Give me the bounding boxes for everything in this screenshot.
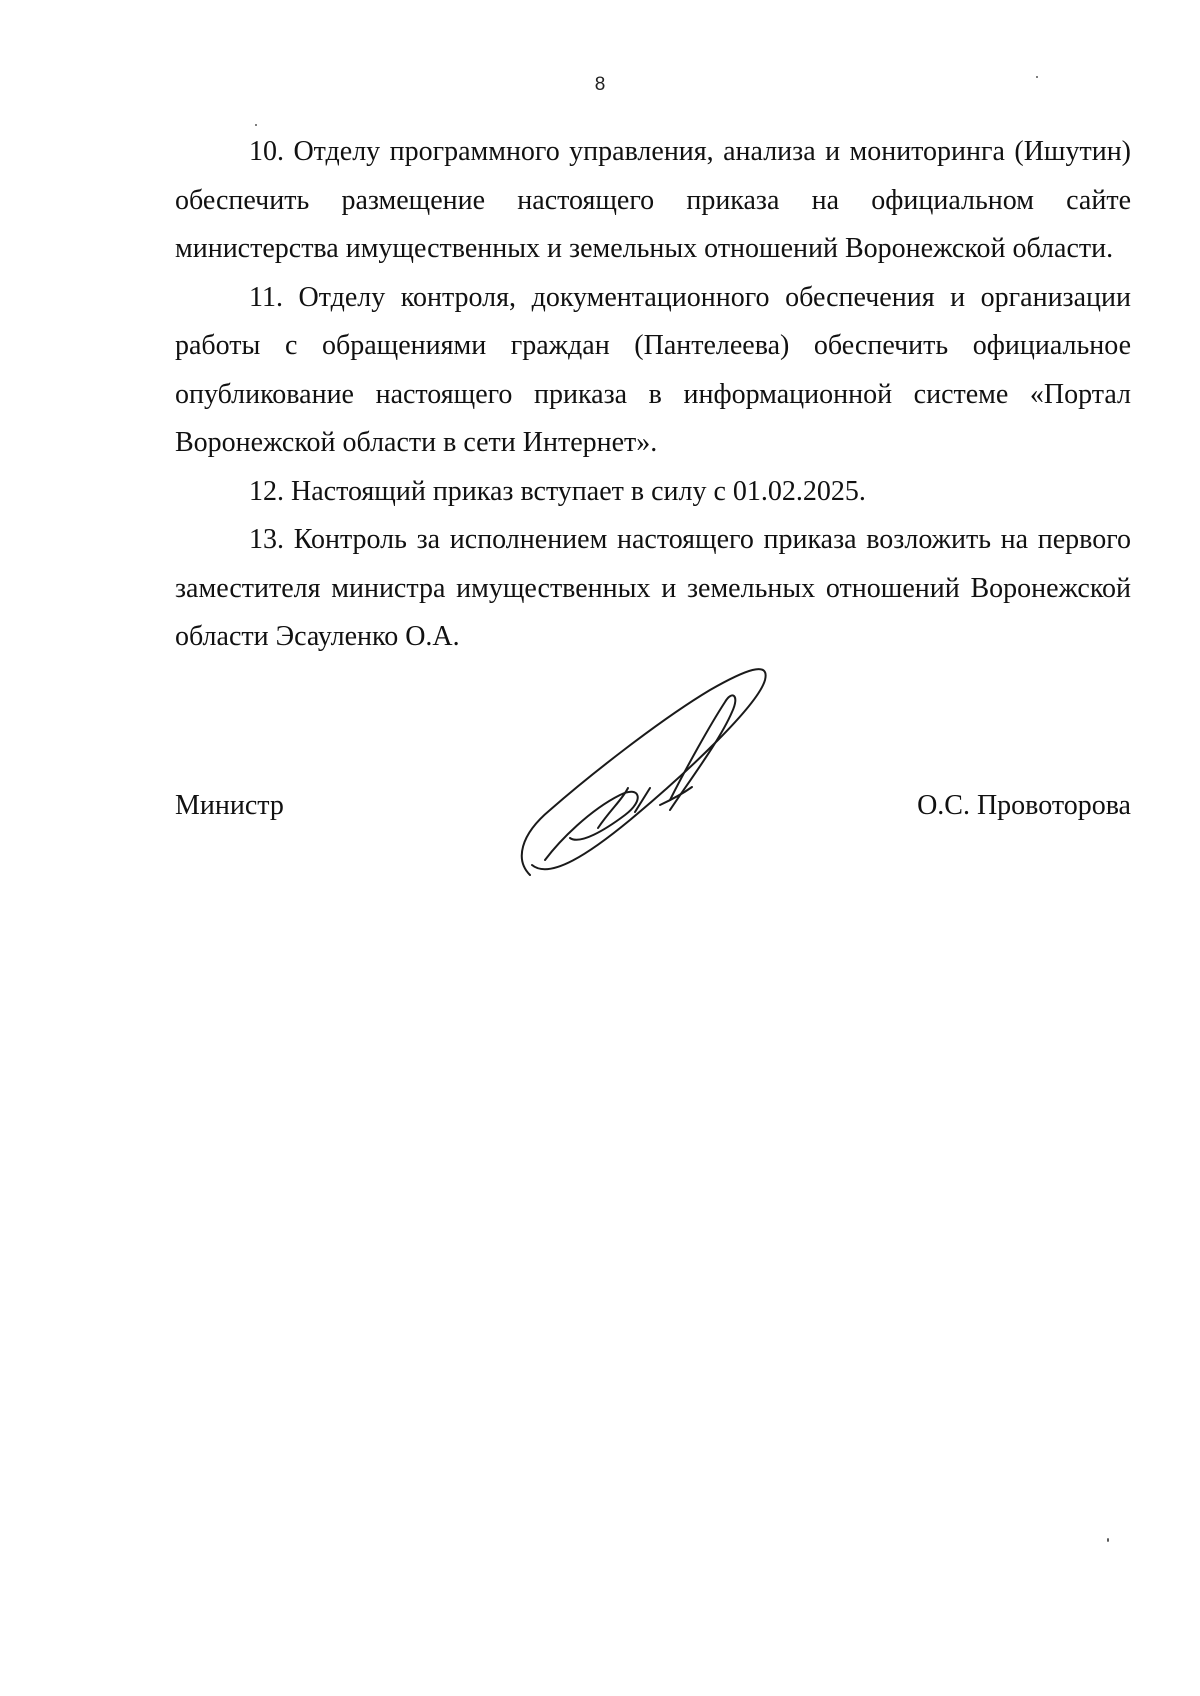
page-number: 8	[594, 74, 606, 95]
paragraph-10: 10. Отделу программного управления, анализа и мониторинга (Ишутин) обеспечить размещение настоящего приказа на официальном сайте министерства имущественных и земельных отношений Воронежской области.	[175, 136, 1131, 264]
scan-speck	[1107, 1538, 1109, 1542]
paragraph-11: 11. Отделу контроля, документационного обеспечения и организации работы с обращениями граждан (Пантелеева) обеспечить официальное опубликование настоящего приказа в информационной системе «Портал Воронежской области в сети Интернет».	[175, 281, 1131, 458]
paragraph-12: 12. Настоящий приказ вступает в силу с 01.02.2025.	[249, 475, 866, 507]
handwritten-signature	[510, 660, 830, 885]
paragraph-13: 13. Контроль за исполнением настоящего приказа возложить на первого заместителя министра имущественных и земельных отношений Воронежской области Эсауленко О.А.	[175, 524, 1131, 652]
signatory-position: Министр	[175, 790, 284, 821]
scan-speck	[255, 124, 257, 126]
scan-speck	[1036, 76, 1038, 78]
signature-block	[175, 790, 1131, 840]
document-body	[175, 128, 1131, 662]
signatory-name: О.С. Провоторова	[917, 790, 1131, 821]
